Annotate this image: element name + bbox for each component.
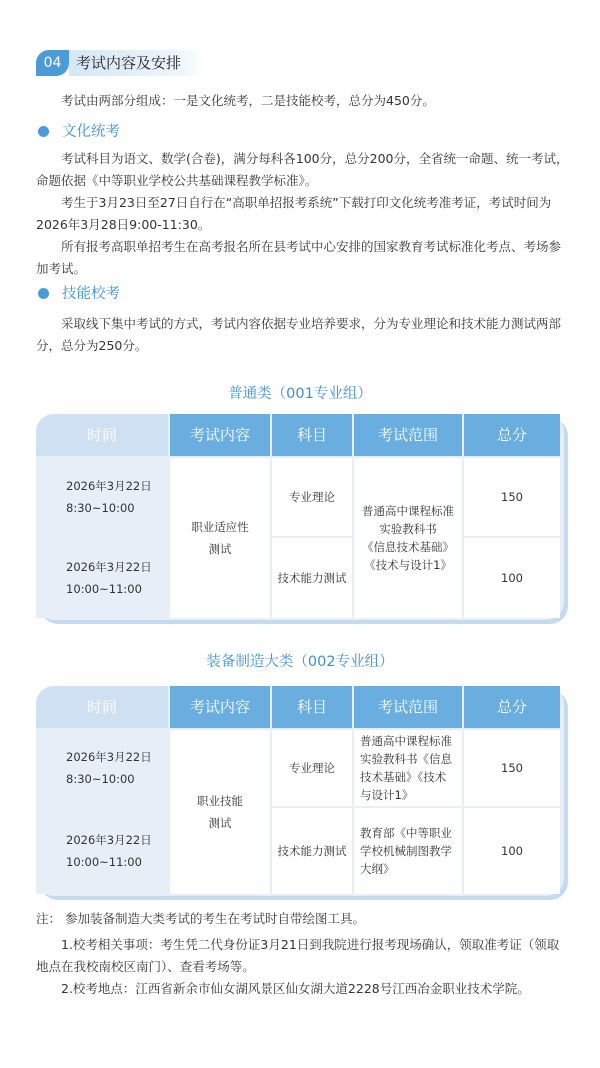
table1-header-content: 考试内容 xyxy=(170,414,270,456)
table1-row2-time: 2026年3月22日 10:00~11:00 xyxy=(36,538,168,618)
table1-row1-score: 150 xyxy=(464,458,560,536)
table2-content: 职业技能 测试 xyxy=(170,730,270,894)
culture-heading xyxy=(38,122,238,142)
table1-title: 普通类（001专业组） xyxy=(228,386,372,402)
table2-header-content: 考试内容 xyxy=(170,686,270,728)
table1-header-time: 时间 xyxy=(36,414,168,456)
table2-row1-time: 2026年3月22日 8:30~10:00 xyxy=(36,730,168,806)
note-item-1: 1.校考相关事项：考生凭二代身份证3月21日到我院进行报考现场确认，领取准考证（领取地点在我校南校区南门）、查看考场等。 xyxy=(36,937,560,974)
section-number: 04 xyxy=(36,50,69,76)
section-header xyxy=(36,50,206,76)
table1-row1-time: 2026年3月22日 8:30~10:00 xyxy=(36,458,168,536)
skill-paragraph-1: 采取线下集中考试的方式，考试内容依据专业培养要求，分为专业理论和技术能力测试两部分，总分为250分。 xyxy=(36,316,562,353)
table1-row2-subject: 技术能力测试 xyxy=(272,538,352,618)
bullet-dot-icon xyxy=(38,288,49,299)
skill-heading-text: 技能校考 xyxy=(62,286,120,302)
table2-row2-score: 100 xyxy=(464,808,560,894)
table2-row1-score: 150 xyxy=(464,730,560,806)
table2 xyxy=(36,686,564,896)
table1-header-score: 总分 xyxy=(464,414,560,456)
table1-range: 普通高中课程标准 实验教科书 《信息技术基础》 《技术与设计1》 xyxy=(354,458,462,618)
culture-heading-text: 文化统考 xyxy=(62,124,120,140)
section-title: 考试内容及安排 xyxy=(69,50,206,76)
culture-paragraph-1: 考试科目为语文、数学(合卷)，满分每科各100分，总分200分，全省统一命题、统一考试，命题依据《中等职业学校公共基础课程教学标准》。 xyxy=(36,151,569,188)
note-tools: 注： 参加装备制造大类考试的考生在考试时自带绘图工具。 xyxy=(36,911,365,926)
intro-text: 考试由两部分组成：一是文化统考，二是技能校考，总分为450分。 xyxy=(61,93,435,108)
table2-row1-subject: 专业理论 xyxy=(272,730,352,806)
table1-content: 职业适应性 测试 xyxy=(170,458,270,618)
table2-row1-range: 普通高中课程标准 实验教科书《信息 技术基础》《技术 与设计1》 xyxy=(354,730,462,806)
table2-header-subject: 科目 xyxy=(272,686,352,728)
table2-header-time: 时间 xyxy=(36,686,168,728)
bullet-dot-icon xyxy=(38,126,49,137)
table2-header-range: 考试范围 xyxy=(354,686,462,728)
table1-header-range: 考试范围 xyxy=(354,414,462,456)
table2-header-score: 总分 xyxy=(464,686,560,728)
table2-row2-time: 2026年3月22日 10:00~11:00 xyxy=(36,808,168,894)
note-item-2: 2.校考地点：江西省新余市仙女湖风景区仙女湖大道2228号江西冶金职业技术学院。 xyxy=(61,981,530,996)
table1-row2-score: 100 xyxy=(464,538,560,618)
table2-row2-subject: 技术能力测试 xyxy=(272,808,352,894)
table1-row1-subject: 专业理论 xyxy=(272,458,352,536)
table1-header-subject: 科目 xyxy=(272,414,352,456)
table2-row2-range: 教育部《中等职业 学校机械制图教学 大纲》 xyxy=(354,808,462,894)
culture-paragraph-2: 考生于3月23日至27日自行在“高职单招报考系统”下载打印文化统考准考证，考试时间为2026年3月28日9:00-11:30。 xyxy=(36,195,552,232)
culture-paragraph-3: 所有报考高职单招考生在高考报名所在县考试中心安排的国家教育考试标准化考点、考场参加考试。 xyxy=(36,239,562,276)
table2-title: 装备制造大类（002专业组） xyxy=(206,654,394,670)
table1 xyxy=(36,414,564,620)
skill-heading xyxy=(38,284,238,304)
